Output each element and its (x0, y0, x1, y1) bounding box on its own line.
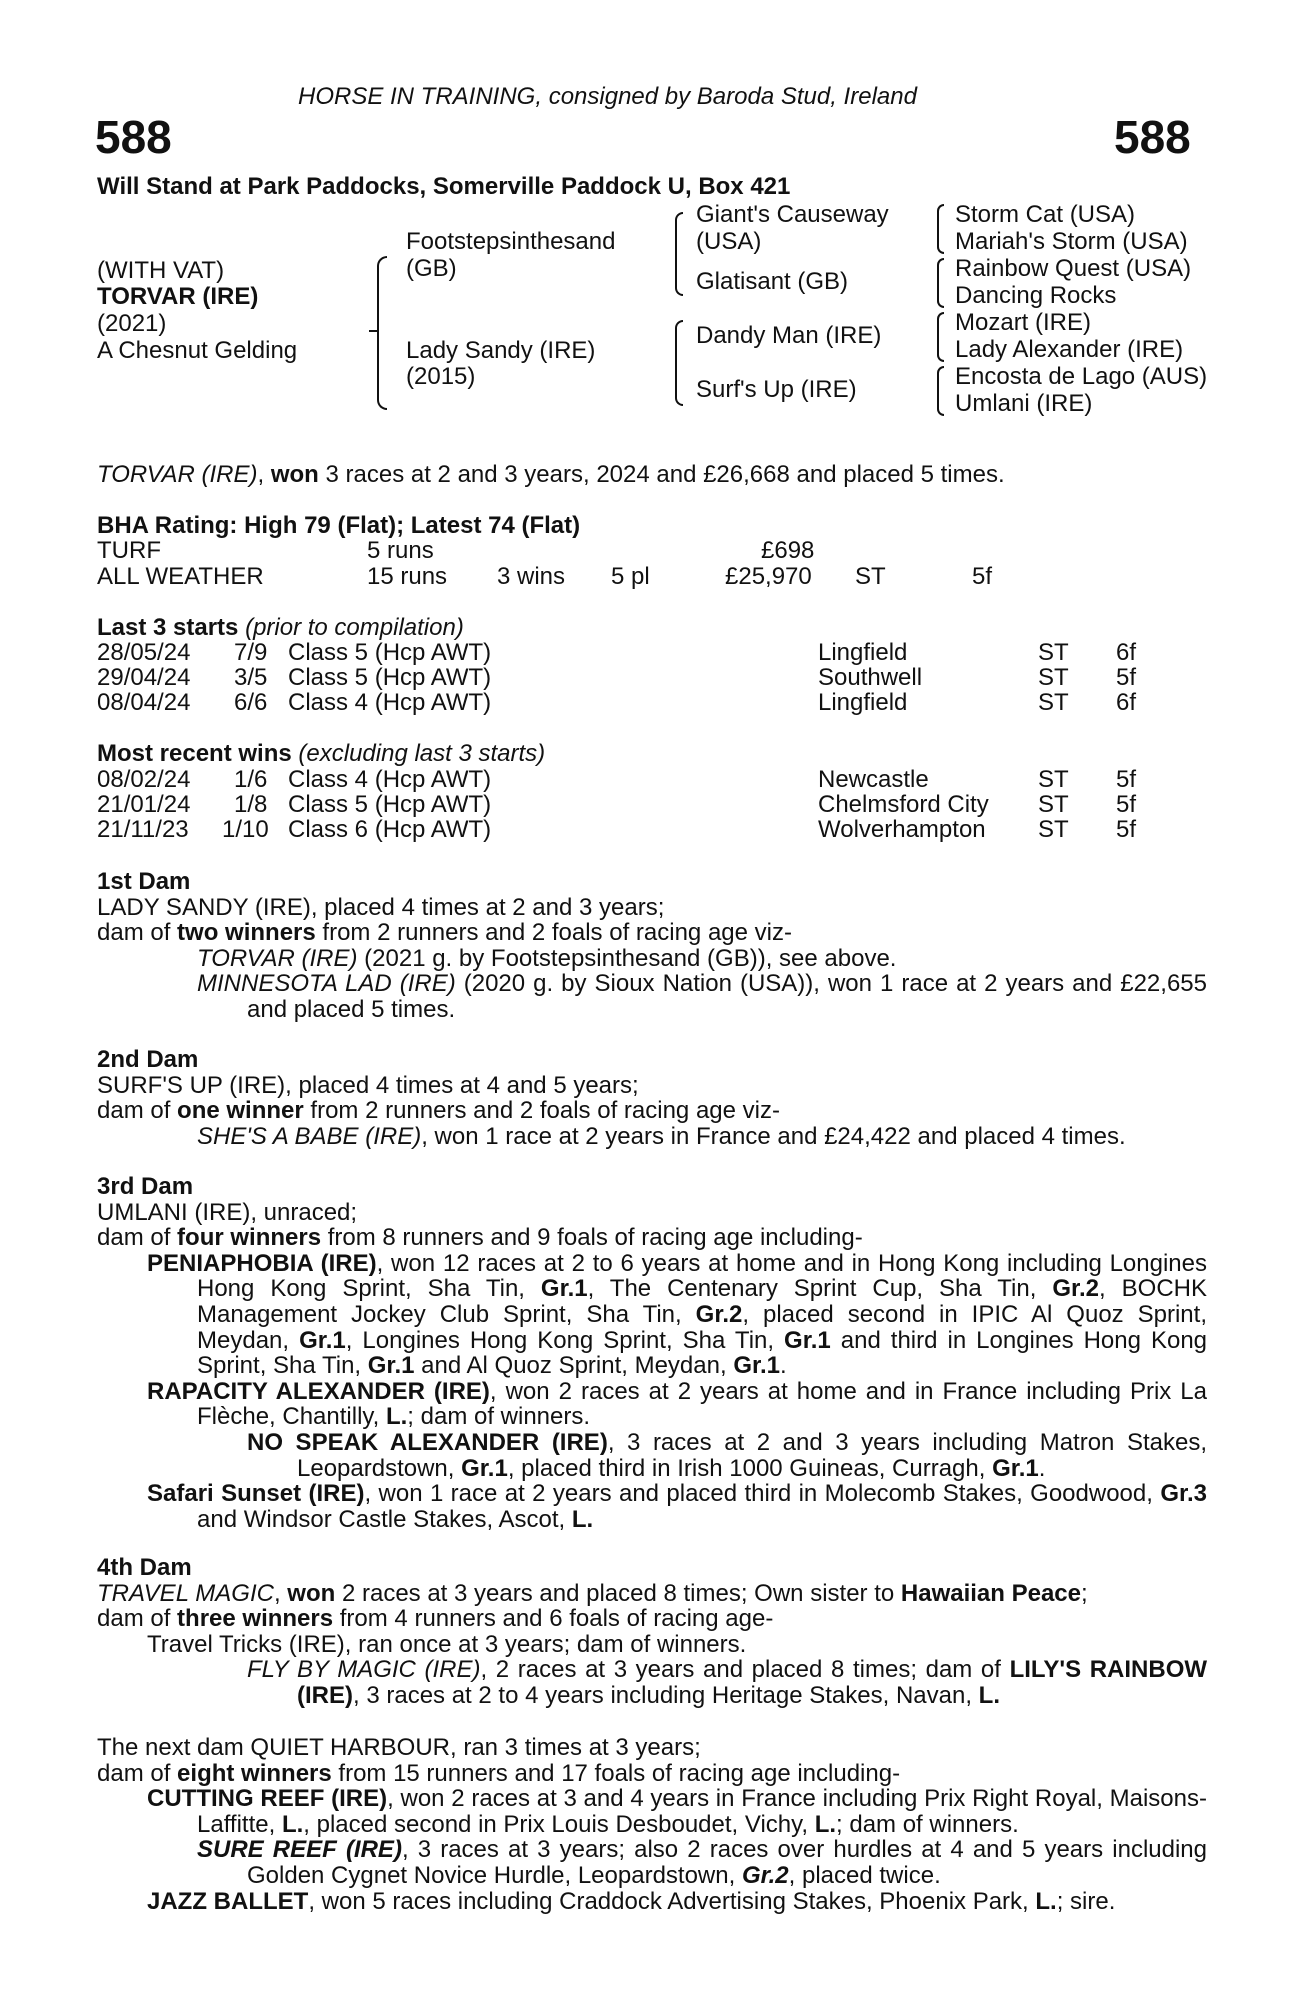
pedigree-brace-dam (675, 320, 683, 406)
start-position: 3/5 (234, 664, 268, 691)
win-race: Class 4 (Hcp AWT) (288, 766, 492, 793)
win-going: ST (1038, 766, 1069, 793)
win-race: Class 5 (Hcp AWT) (288, 791, 492, 818)
progeny-text: , won 1 race at 2 years in France and £24,422 and placed 4 times. (421, 1122, 1126, 1150)
progeny-entry (97, 1837, 1207, 1888)
start-course: Lingfield (818, 689, 908, 716)
pedigree-sire-dam: Glatisant (GB) (696, 268, 849, 295)
start-course: Southwell (818, 664, 923, 691)
vat-note: (WITH VAT) (97, 257, 225, 284)
rating-prize: £25,970 (725, 563, 812, 590)
pedigree-brace-g3-3 (937, 312, 944, 362)
start-race: Class 5 (Hcp AWT) (288, 664, 492, 691)
start-distance: 6f (1116, 639, 1137, 666)
last-starts-title: Last 3 starts (97, 614, 239, 641)
text: 2 races at 3 years and placed 8 times; Own sister to (335, 1579, 901, 1607)
progeny-text: , won 2 races at 2 years at home and in France including Prix La Flèche, Chantilly, (197, 1377, 1207, 1431)
pedigree-g3-1: Storm Cat (USA) (955, 201, 1136, 228)
stabling-line: Will Stand at Park Paddocks, Somerville Paddock U, Box 421 (97, 173, 791, 200)
progeny-text: , won 5 races including Craddock Advertising Stakes, Phoenix Park, (308, 1887, 1036, 1915)
group-grade: Gr.1 (299, 1326, 346, 1354)
group-grade: Gr.2 (741, 1861, 789, 1889)
text: from 15 runners and 17 foals of racing age including- (331, 1759, 901, 1787)
progeny-name: LILY'S RAINBOW (IRE) (297, 1656, 1208, 1709)
horse-description: A Chesnut Gelding (97, 337, 298, 364)
win-date: 21/11/23 (97, 816, 189, 843)
pedigree-brace-g3-4 (937, 366, 944, 416)
progeny-text: and Al Quoz Sprint, Meydan, (414, 1352, 734, 1380)
progeny-entry (97, 1379, 1207, 1430)
win-distance: 5f (1116, 791, 1137, 818)
progeny-entry (97, 1889, 1207, 1915)
pedigree-dam-line2: (2015) (406, 363, 476, 390)
next-dam-line: The next dam QUIET HARBOUR, ran 3 times at 3 years; (97, 1734, 701, 1761)
pedigree-sire-line2: (GB) (406, 255, 457, 282)
rating-wins: 3 wins (497, 563, 566, 590)
first-dam-heading: 1st Dam (97, 868, 191, 895)
third-dam-line: UMLANI (IRE), unraced; (97, 1198, 358, 1226)
progeny-text: , placed second in IPIC Al Quoz Sprint, Meydan, (197, 1300, 1207, 1354)
third-dam-produce (97, 1225, 1207, 1251)
dam-name: TRAVEL MAGIC (97, 1579, 274, 1607)
progeny-entry (97, 1657, 1207, 1708)
rating-surface: TURF (97, 537, 161, 564)
win-going: ST (1038, 791, 1069, 818)
start-distance: 5f (1116, 664, 1137, 691)
lot-number-right: 588 (1114, 111, 1191, 163)
recent-wins-heading (97, 741, 545, 767)
third-dam-heading: 3rd Dam (97, 1173, 194, 1200)
progeny-text: , 3 races at 2 to 4 years including Heritage Stakes, Navan, (353, 1681, 979, 1709)
progeny-text: . (1038, 1454, 1046, 1482)
rating-prize: £698 (761, 537, 815, 564)
start-position: 7/9 (234, 639, 268, 666)
progeny-entry: Travel Tricks (IRE), ran once at 3 years; dam of winners. (147, 1630, 747, 1658)
start-position: 6/6 (234, 689, 268, 716)
consignor-line: HORSE IN TRAINING, consigned by Baroda Stud, Ireland (298, 83, 917, 110)
listed-grade: L. (385, 1403, 408, 1431)
win-going: ST (1038, 816, 1069, 843)
progeny-name: SHE'S A BABE (IRE) (197, 1122, 422, 1150)
pedigree-brace-sire (675, 212, 683, 296)
text: dam of (97, 919, 178, 947)
progeny-entry (97, 971, 1207, 1022)
progeny-name: MINNESOTA LAD (IRE) (197, 970, 456, 998)
first-dam-line: LADY SANDY (IRE), placed 4 times at 2 and 3 years; (97, 893, 665, 921)
pedigree-dam-sire: Dandy Man (IRE) (696, 322, 882, 349)
listed-grade: L. (978, 1681, 1000, 1709)
pedigree-g3-7: Encosta de Lago (AUS) (955, 363, 1208, 390)
progeny-text: ; dam of winners. (407, 1403, 591, 1431)
start-date: 29/04/24 (97, 664, 191, 691)
rating-distance: 5f (972, 563, 993, 590)
third-dam-section (97, 1174, 1207, 1532)
rating-surface: ALL WEATHER (97, 563, 264, 590)
start-going: ST (1038, 689, 1069, 716)
progeny-entry (97, 1430, 1207, 1481)
start-date: 08/04/24 (97, 689, 191, 716)
pedigree-sire-sire-line1: Giant's Causeway (696, 201, 889, 228)
start-race: Class 4 (Hcp AWT) (288, 689, 492, 716)
recent-wins-title: Most recent wins (97, 740, 292, 767)
group-grade: Gr.1 (733, 1352, 781, 1380)
second-dam-produce (97, 1098, 1207, 1124)
progeny-entry (97, 1124, 1207, 1150)
text: , (273, 1579, 288, 1607)
group-grade: Gr.1 (784, 1326, 831, 1354)
progeny-text: , won 1 race at 2 years and placed third in Molecomb Stakes, Goodwood, (364, 1480, 1161, 1508)
start-distance: 6f (1116, 689, 1137, 716)
listed-grade: L. (1035, 1887, 1057, 1915)
horse-year: (2021) (97, 310, 167, 337)
summary-won: won (270, 461, 319, 488)
win-position: 1/6 (234, 766, 268, 793)
progeny-name: JAZZ BALLET (147, 1887, 309, 1915)
start-date: 28/05/24 (97, 639, 191, 666)
pedigree-brace-tip (369, 330, 379, 332)
progeny-entry (97, 1786, 1207, 1837)
pedigree-g3-8: Umlani (IRE) (955, 390, 1093, 417)
fourth-dam-line (97, 1581, 1207, 1607)
recent-wins-note: (excluding last 3 starts) (298, 740, 546, 767)
pedigree-sire-sire-line2: (USA) (696, 228, 762, 255)
bha-rating: BHA Rating: High 79 (Flat); Latest 74 (Flat) (97, 512, 581, 539)
win-position: 1/8 (234, 791, 268, 818)
progeny-name: SURE REEF (IRE) (197, 1836, 402, 1864)
progeny-name: FLY BY MAGIC (IRE) (247, 1656, 481, 1684)
winners-count: one winner (177, 1097, 304, 1125)
win-position: 1/10 (222, 816, 269, 843)
second-dam-section (97, 1047, 1207, 1149)
second-dam-line: SURF'S UP (IRE), placed 4 times at 4 and 5 years; (97, 1071, 639, 1099)
listed-grade: L. (281, 1810, 304, 1838)
win-course: Newcastle (818, 766, 929, 793)
first-dam-section (97, 869, 1207, 1023)
progeny-entry (97, 1251, 1207, 1379)
progeny-text: and Windsor Castle Stakes, Ascot, (197, 1505, 572, 1533)
listed-grade: L. (814, 1810, 837, 1838)
pedigree-g3-2: Mariah's Storm (USA) (955, 228, 1188, 255)
start-going: ST (1038, 664, 1069, 691)
pedigree-dam-line1: Lady Sandy (IRE) (406, 337, 596, 364)
win-distance: 5f (1116, 816, 1137, 843)
won-label: won (287, 1579, 336, 1607)
win-race: Class 6 (Hcp AWT) (288, 816, 492, 843)
win-course: Wolverhampton (818, 816, 986, 843)
text: dam of (97, 1605, 178, 1633)
horse-name: TORVAR (IRE) (97, 283, 259, 310)
progeny-text: . (780, 1352, 787, 1380)
group-grade: Gr.1 (540, 1275, 588, 1303)
start-course: Lingfield (818, 639, 908, 666)
winners-count: four winners (177, 1224, 322, 1252)
progeny-text: , 3 races at 2 and 3 years including Matron Stakes, Leopardstown, (297, 1428, 1207, 1482)
progeny-text: , placed twice. (788, 1861, 941, 1889)
progeny-name: TORVAR (IRE) (197, 944, 358, 972)
next-dam-produce (97, 1761, 1207, 1787)
group-grade: Gr.1 (992, 1454, 1039, 1482)
last-starts-heading (97, 615, 464, 641)
rating-runs: 5 runs (367, 537, 434, 564)
race-summary: TORVAR (IRE), won 3 races at 2 and 3 years, 2024 and £26,668 and placed 5 times. (97, 461, 1005, 488)
progeny-name: Safari Sunset (IRE) (147, 1480, 365, 1508)
listed-grade: L. (571, 1505, 594, 1533)
summary-horse-name: TORVAR (IRE) (97, 461, 258, 488)
progeny-name: RAPACITY ALEXANDER (IRE) (147, 1377, 490, 1405)
rating-placed: 5 pl (611, 563, 650, 590)
win-date: 08/02/24 (97, 766, 191, 793)
text: ; (1081, 1579, 1088, 1607)
progeny-text: , won 2 races at 3 and 4 years in France including Prix Right Royal, Maisons-Laffitte, (197, 1785, 1207, 1838)
group-grade: Gr.2 (1052, 1275, 1100, 1303)
progeny-text: (2020 g. by Sioux Nation (USA)), won 1 race at 2 years and £22,655 and placed 5 times. (247, 970, 1207, 1023)
rating-going: ST (855, 563, 886, 590)
progeny-entry (97, 946, 1207, 972)
sister-name: Hawaiian Peace (900, 1579, 1081, 1607)
progeny-entry (97, 1481, 1207, 1532)
pedigree-g3-3: Rainbow Quest (USA) (955, 255, 1192, 282)
pedigree-g3-4: Dancing Rocks (955, 282, 1117, 309)
group-grade: Gr.1 (461, 1454, 508, 1482)
progeny-text: , placed second in Prix Louis Desboudet, Vichy, (303, 1810, 815, 1838)
pedigree-brace-g3-2 (937, 258, 944, 308)
winners-count: three winners (177, 1605, 334, 1633)
group-grade: Gr.3 (1160, 1480, 1208, 1508)
progeny-text: ; sire. (1056, 1887, 1116, 1915)
text: from 2 runners and 2 foals of racing age viz- (315, 919, 792, 947)
group-grade: Gr.2 (695, 1300, 743, 1328)
progeny-text: , 2 races at 3 years and placed 8 times; dam of (480, 1656, 1010, 1684)
progeny-text: , won 12 races at 2 to 6 years at home and in Hong Kong including Longines Hong Kong Sprint, Sha Tin, (197, 1249, 1207, 1303)
win-date: 21/01/24 (97, 791, 191, 818)
text: from 8 runners and 9 foals of racing age including- (321, 1224, 863, 1252)
winners-count: two winners (177, 919, 316, 947)
fourth-dam-section (97, 1555, 1207, 1709)
pedigree-dam-dam: Surf's Up (IRE) (696, 376, 857, 403)
lot-number-left: 588 (95, 111, 172, 163)
next-dam-section (97, 1735, 1207, 1914)
second-dam-heading: 2nd Dam (97, 1046, 199, 1073)
progeny-text: , Longines Hong Kong Sprint, Sha Tin, (345, 1326, 785, 1354)
pedigree-brace-main (377, 256, 387, 410)
fourth-dam-heading: 4th Dam (97, 1554, 192, 1581)
start-race: Class 5 (Hcp AWT) (288, 639, 492, 666)
win-distance: 5f (1116, 766, 1137, 793)
progeny-name: NO SPEAK ALEXANDER (IRE) (247, 1428, 608, 1456)
text: from 4 runners and 6 foals of racing age- (333, 1605, 774, 1633)
group-grade: Gr.1 (367, 1352, 415, 1380)
summary-text: 3 races at 2 and 3 years, 2024 and £26,668 and placed 5 times. (318, 461, 1005, 488)
progeny-name: PENIAPHOBIA (IRE) (147, 1249, 377, 1277)
progeny-text: , placed third in Irish 1000 Guineas, Curragh, (507, 1454, 993, 1482)
pedigree-brace-g3-1 (937, 204, 944, 254)
pedigree-g3-5: Mozart (IRE) (955, 309, 1092, 336)
start-going: ST (1038, 639, 1069, 666)
text: dam of (97, 1097, 178, 1125)
fourth-dam-produce (97, 1606, 1207, 1632)
last-starts-note: (prior to compilation) (245, 614, 464, 641)
rating-runs: 15 runs (367, 563, 448, 590)
progeny-text: ; dam of winners. (836, 1810, 1019, 1838)
progeny-text: (2021 g. by Footstepsinthesand (GB)), see above. (357, 944, 897, 972)
progeny-text: , The Centenary Sprint Cup, Sha Tin, (587, 1275, 1053, 1303)
progeny-name: CUTTING REEF (IRE) (147, 1785, 388, 1813)
pedigree-g3-6: Lady Alexander (IRE) (955, 336, 1184, 363)
progeny-text: , BOCHK Management Jockey Club Sprint, Sha Tin, (197, 1275, 1207, 1328)
pedigree-sire-line1: Footstepsinthesand (406, 228, 616, 255)
win-course: Chelmsford City (818, 791, 989, 818)
text: dam of (97, 1759, 178, 1787)
first-dam-produce (97, 920, 1207, 946)
progeny-text: and third in Longines Hong Kong Sprint, Sha Tin, (197, 1326, 1208, 1380)
winners-count: eight winners (177, 1759, 332, 1787)
text: from 2 runners and 2 foals of racing age viz- (303, 1097, 780, 1125)
progeny-text: , 3 races at 3 years; also 2 races over hurdles at 4 and 5 years including Golden Cygnet Novice Hurdle, Leopardstown, (247, 1836, 1208, 1889)
text: dam of (97, 1224, 178, 1252)
